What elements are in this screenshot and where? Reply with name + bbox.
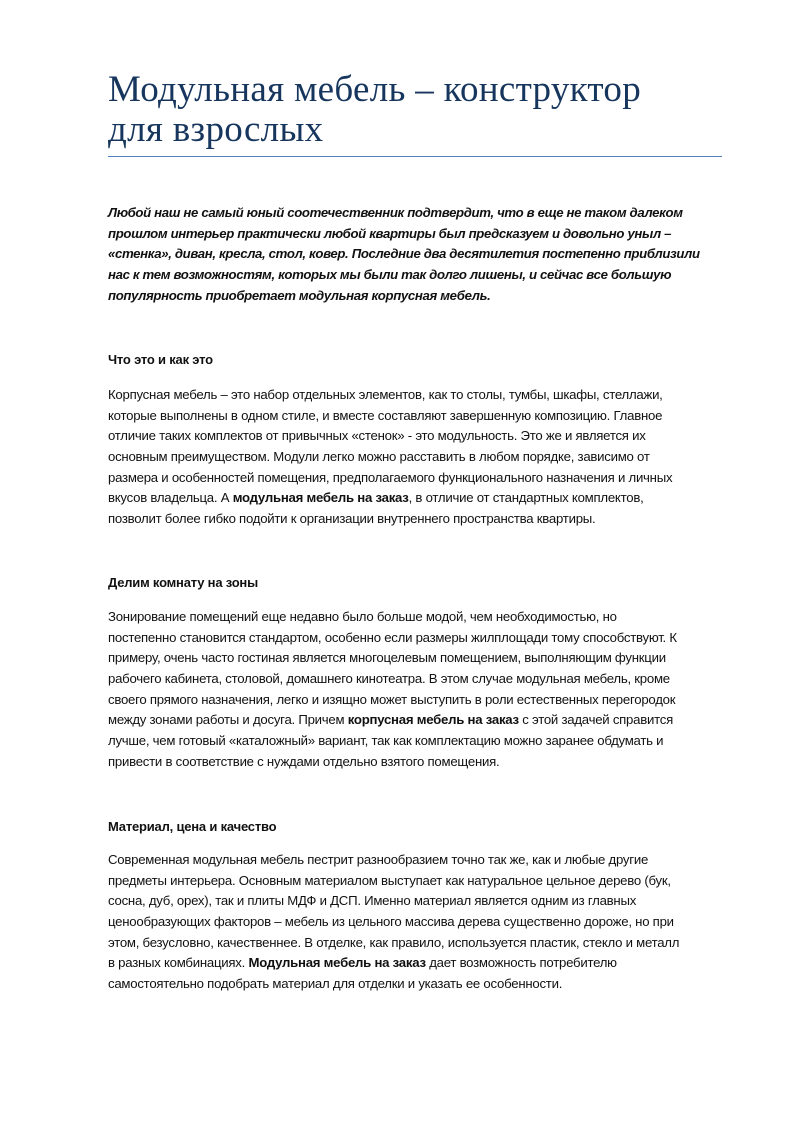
text-line <box>108 690 728 711</box>
text-run: основным преимуществом. Модули легко можно расставить в любом порядке, зависимо от <box>108 449 650 465</box>
intro-paragraph <box>108 203 728 306</box>
text-run: между зонами работы и досуга. Причем <box>108 712 348 728</box>
text-run: своего прямого назначения, легко и изящно может выступить в роли естественных перегородок <box>108 691 676 707</box>
bold-phrase: модульная мебель на заказ <box>232 490 409 506</box>
text-run: Корпусная мебель – это набор отдельных элементов, как то столы, тумбы, шкафы, стеллажи, <box>108 387 663 402</box>
text-run: с этой задачей справится <box>518 712 673 728</box>
text-line <box>108 203 728 224</box>
section-body-3 <box>108 850 728 995</box>
text-run: «стенка», диван, кресла, стол, ковер. Последние два десятилетия постепенно приблизили <box>108 246 700 262</box>
text-run: вкусов владельца. А <box>108 490 233 506</box>
text-line <box>108 488 728 509</box>
text-line <box>108 426 728 447</box>
text-run: Любой наш не самый юный соотечественник подтвердит, что в еще не таком далеком <box>108 205 683 220</box>
text-line <box>108 509 728 530</box>
document-title <box>108 70 641 150</box>
bold-phrase: Модульная мебель на заказ <box>248 955 426 971</box>
text-run: предметы интерьера. Основным материалом выступает как натуральное цельное дерево (бук, <box>108 872 671 888</box>
text-line <box>108 752 728 773</box>
section-body-2 <box>108 607 728 773</box>
text-run: лучше, чем готовый «каталожный» вариант, так как комплектацию можно заранее обдумать и <box>108 733 664 749</box>
text-line <box>108 406 728 427</box>
text-line <box>108 244 728 265</box>
text-line <box>108 953 728 974</box>
text-line <box>108 224 728 245</box>
text-line <box>108 912 728 933</box>
text-run: Современная модульная мебель пестрит разнообразием точно так же, как и любые другие <box>108 852 649 867</box>
text-line <box>108 468 728 489</box>
section-body-1 <box>108 385 728 530</box>
text-run: отличие таких комплектов от привычных «стенок» - это модульность. Это же и является их <box>108 428 646 444</box>
title-line-2: для взрослых <box>108 109 324 150</box>
text-line <box>108 669 728 690</box>
title-underline <box>108 156 722 157</box>
text-line <box>108 265 728 286</box>
text-line <box>108 648 728 669</box>
section-heading-3: Материал, цена и качество <box>108 819 277 834</box>
text-line <box>108 933 728 954</box>
text-run: сосна, дуб, орех), так и плиты МДФ и ДСП. Именно материал является одним из главных <box>108 893 637 909</box>
text-run: размера и особенностей помещения, предполагаемого функционального назначения и личных <box>108 469 673 485</box>
bold-phrase: корпусная мебель на заказ <box>347 712 519 728</box>
text-run: постепенно становится стандартом, особенно если размеры жилплощади тому способствуют. К <box>108 629 677 645</box>
text-run: дает возможность потребителю <box>425 955 617 971</box>
title-line-1: Модульная мебель – конструктор <box>108 69 641 110</box>
text-run: самостоятельно подобрать материал для отделки и указать ее особенности. <box>108 976 563 992</box>
text-line <box>108 710 728 731</box>
text-run: прошлом интерьер практически любой квартиры был предсказуем и довольно уныл – <box>108 225 672 241</box>
text-run: позволит более гибко подойти к организации внутреннего пространства квартиры. <box>108 511 596 527</box>
text-line <box>108 447 728 468</box>
text-run: которые выполнены в одном стиле, и вместе составляют завершенную композицию. Главное <box>108 407 663 423</box>
section-heading-1: Что это и как это <box>108 352 213 367</box>
text-line <box>108 731 728 752</box>
section-heading-2: Делим комнату на зоны <box>108 575 258 590</box>
text-line <box>108 974 728 995</box>
text-line <box>108 385 728 406</box>
text-line <box>108 286 728 307</box>
text-run: рабочего кабинета, столовой, домашнего кинотеатра. В этом случае модульная мебель, кроме <box>108 671 670 687</box>
text-run: этом, безусловно, качественнее. В отделке, как правило, используется пластик, стекло и металл <box>108 934 680 950</box>
text-line <box>108 850 728 871</box>
text-line <box>108 891 728 912</box>
text-run: примеру, очень часто гостиная является многоцелевым помещением, выполняющим функции <box>108 650 666 666</box>
text-run: ценообразующих факторов – мебель из цельного массива дерева существенно дороже, но при <box>108 914 674 930</box>
text-run: нас к тем возможностям, которых мы были так долго лишены, и сейчас все большую <box>108 267 672 283</box>
text-run: популярность приобретает модульная корпусная мебель. <box>108 287 491 303</box>
text-run: в разных комбинациях. <box>108 955 249 971</box>
text-line <box>108 607 728 628</box>
text-run: Зонирование помещений еще недавно было больше модой, чем необходимостью, но <box>108 609 617 624</box>
text-line <box>108 871 728 892</box>
text-run: привести в соответствие с нуждами отдельно взятого помещения. <box>108 753 500 769</box>
text-run: , в отличие от стандартных комплектов, <box>408 490 644 506</box>
text-line <box>108 628 728 649</box>
